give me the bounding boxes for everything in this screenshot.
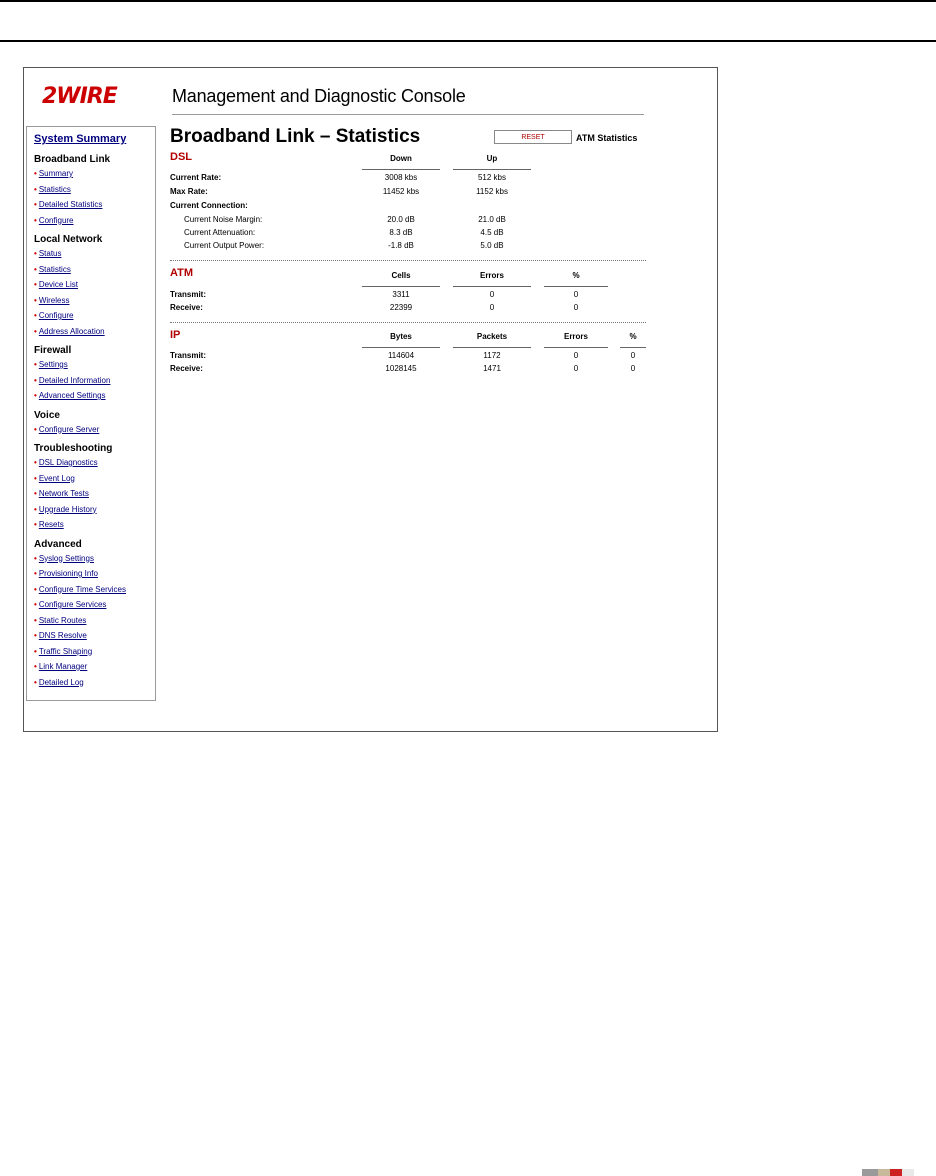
- dsl-col-up: Up: [486, 154, 498, 163]
- dsl-output-power-down: -1.8 dB: [388, 241, 414, 250]
- footer-color-bar: [862, 1169, 914, 1176]
- dsl-current-rate-label: Current Rate:: [170, 173, 222, 182]
- sidebar-item-label[interactable]: DSL Diagnostics: [38, 458, 98, 467]
- atm-pct-rule: [544, 286, 608, 287]
- bullet-icon: •: [34, 169, 37, 178]
- dsl-max-rate-down: 11452 kbs: [382, 187, 420, 196]
- bullet-icon: •: [34, 264, 37, 274]
- sidebar-item-label[interactable]: Detailed Statistics: [38, 200, 103, 209]
- sidebar-item-event-log[interactable]: [34, 474, 75, 483]
- ip-col-bytes: Bytes: [390, 332, 412, 341]
- ip-receive-label: Receive:: [170, 364, 203, 373]
- sidebar-item-detailed-log[interactable]: [34, 678, 84, 687]
- atm-errors-rule: [453, 286, 531, 287]
- atm-transmit-cells: 3311: [392, 290, 410, 299]
- ip-bytes-rule: [362, 347, 440, 348]
- sidebar-item-label[interactable]: Address Allocation: [38, 326, 105, 336]
- reset-button[interactable]: RESET: [494, 130, 572, 144]
- bullet-icon: •: [34, 200, 37, 209]
- ip-pct-rule: [620, 347, 646, 348]
- bullet-icon: •: [34, 677, 37, 687]
- console-frame: [23, 67, 718, 732]
- sidebar-item-statistics[interactable]: [34, 185, 71, 194]
- bullet-icon: •: [34, 375, 37, 385]
- sidebar-item-static-routes[interactable]: [34, 616, 86, 625]
- sidebar-item-traffic-shaping[interactable]: [34, 647, 92, 656]
- sidebar-item-configure-time-services[interactable]: [34, 585, 126, 594]
- sidebar-item-provisioning-info[interactable]: [34, 569, 98, 578]
- 2wire-logo-icon: [42, 84, 142, 106]
- sidebar-item-configure[interactable]: [34, 216, 74, 225]
- dsl-attenuation-label: Current Attenuation:: [184, 228, 256, 237]
- dsl-current-connection-label: Current Connection:: [170, 201, 248, 210]
- sidebar-item-link-manager[interactable]: [34, 662, 87, 671]
- ip-transmit-packets: 1172: [483, 351, 501, 360]
- bullet-icon: •: [34, 424, 37, 434]
- sidebar-item-label[interactable]: Status: [38, 249, 62, 258]
- sidebar-nav: [26, 126, 156, 701]
- bullet-icon: •: [34, 646, 37, 656]
- dsl-output-power-up: 5.0 dB: [480, 241, 504, 250]
- sidebar-item-statistics[interactable]: [34, 265, 71, 274]
- sidebar-section-title: Broadband Link: [34, 154, 111, 165]
- ip-transmit-pct: 0: [630, 351, 636, 360]
- header-rule: [0, 40, 936, 42]
- sidebar-item-label[interactable]: Configure Services: [38, 600, 107, 609]
- sidebar-item-settings[interactable]: [34, 360, 68, 369]
- bullet-icon: •: [34, 600, 37, 609]
- sidebar-item-label[interactable]: Resets: [38, 520, 64, 529]
- bullet-icon: •: [34, 326, 37, 336]
- dsl-up-rule: [453, 169, 531, 170]
- dsl-current-rate-down: 3008 kbs: [384, 173, 418, 182]
- sidebar-item-summary[interactable]: [34, 169, 73, 178]
- bullet-icon: •: [34, 569, 37, 578]
- dsl-max-rate-up: 1152 kbs: [476, 187, 508, 196]
- sidebar-section-title: Firewall: [34, 345, 72, 356]
- atm-cells-rule: [362, 286, 440, 287]
- sidebar-item-address-allocation[interactable]: [34, 327, 105, 336]
- sidebar-item-configure[interactable]: [34, 311, 74, 320]
- bullet-icon: •: [34, 360, 37, 369]
- dsl-attenuation-up: 4.5 dB: [480, 228, 504, 237]
- bullet-icon: •: [34, 391, 37, 400]
- atm-transmit-errors: 0: [489, 290, 495, 299]
- dsl-noise-margin-label: Current Noise Margin:: [184, 215, 263, 224]
- ip-transmit-label: Transmit:: [170, 351, 207, 360]
- ip-receive-errors: 0: [573, 364, 579, 373]
- sidebar-item-device-list[interactable]: [34, 280, 78, 289]
- sidebar-item-label[interactable]: Statistics: [38, 264, 71, 274]
- atm-statistics-link[interactable]: ATM Statistics: [576, 133, 638, 143]
- sidebar-item-label[interactable]: Syslog Settings: [38, 553, 94, 563]
- ip-transmit-errors: 0: [573, 351, 579, 360]
- bullet-icon: •: [34, 520, 37, 529]
- atm-transmit-label: Transmit:: [170, 290, 207, 299]
- ip-col-errors: Errors: [563, 332, 588, 341]
- bullet-icon: •: [34, 615, 37, 625]
- bullet-icon: •: [34, 215, 37, 225]
- sidebar-item-label[interactable]: Configure Server: [38, 424, 100, 434]
- dsl-noise-margin-up: 21.0 dB: [478, 215, 506, 224]
- section-divider: [170, 260, 646, 261]
- atm-transmit-pct: 0: [573, 290, 579, 299]
- sidebar-item-syslog-settings[interactable]: [34, 554, 94, 563]
- sidebar-item-label[interactable]: Detailed Information: [38, 375, 111, 385]
- sidebar-item-detailed-statistics[interactable]: [34, 200, 102, 209]
- bullet-icon: •: [34, 473, 37, 483]
- sidebar-item-label[interactable]: Event Log: [38, 473, 75, 483]
- dsl-max-rate-label: Max Rate:: [170, 187, 208, 196]
- atm-col-cells: Cells: [391, 271, 411, 280]
- dsl-col-down: Down: [390, 154, 412, 163]
- ip-receive-bytes: 1028145: [385, 364, 417, 373]
- sidebar-item-dsl-diagnostics[interactable]: [34, 458, 98, 467]
- page-title: Broadband Link – Statistics: [170, 126, 421, 147]
- sidebar-item-label[interactable]: Provisioning Info: [38, 569, 98, 578]
- sidebar-item-label[interactable]: Summary: [38, 169, 74, 178]
- bullet-icon: •: [34, 584, 37, 594]
- sidebar-item-label[interactable]: Configure: [38, 311, 74, 320]
- sidebar-item-label[interactable]: Network Tests: [38, 489, 89, 498]
- bullet-icon: •: [34, 504, 37, 514]
- bullet-icon: •: [34, 295, 37, 305]
- sidebar-section-title: Troubleshooting: [34, 443, 113, 454]
- dsl-heading: DSL: [170, 151, 192, 163]
- sidebar-item-configure-services[interactable]: [34, 600, 106, 609]
- sidebar-item-label[interactable]: Device List: [38, 280, 78, 289]
- dsl-current-rate-up: 512 kbs: [477, 173, 507, 182]
- sidebar-item-dns-resolve[interactable]: [34, 631, 87, 640]
- sidebar-item-network-tests[interactable]: [34, 489, 89, 498]
- sidebar-item-status[interactable]: [34, 249, 62, 258]
- ip-packets-rule: [453, 347, 531, 348]
- sidebar-item-wireless[interactable]: [34, 296, 69, 305]
- sidebar-item-advanced-settings[interactable]: [34, 391, 106, 400]
- sidebar-item-label[interactable]: Upgrade History: [38, 504, 97, 514]
- main-content: [170, 126, 646, 386]
- sidebar-section-title: Voice: [34, 409, 60, 421]
- sidebar-section-title: Advanced: [34, 538, 82, 550]
- dsl-output-power-label: Current Output Power:: [184, 241, 265, 250]
- sidebar-item-label[interactable]: Detailed Log: [38, 677, 84, 687]
- bullet-icon: •: [34, 631, 37, 640]
- atm-col-pct: %: [572, 271, 580, 280]
- sidebar-item-label[interactable]: Configure: [38, 215, 74, 225]
- atm-col-errors: Errors: [479, 271, 504, 280]
- bullet-icon: •: [34, 458, 37, 467]
- sidebar-item-label[interactable]: Settings: [38, 360, 68, 369]
- dsl-attenuation-down: 8.3 dB: [389, 228, 413, 237]
- dsl-noise-margin-down: 20.0 dB: [387, 215, 415, 224]
- atm-receive-label: Receive:: [170, 303, 203, 312]
- sidebar-item-detailed-information[interactable]: [34, 376, 110, 385]
- ip-heading: IP: [170, 329, 181, 341]
- ip-errors-rule: [544, 347, 608, 348]
- sidebar-item-label[interactable]: Statistics: [38, 184, 71, 194]
- sidebar-item-label[interactable]: DNS Resolve: [38, 631, 87, 640]
- ip-col-pct: %: [629, 332, 637, 341]
- bullet-icon: •: [34, 553, 37, 563]
- sidebar-item-label[interactable]: Configure Time Services: [38, 584, 126, 594]
- sidebar-item-upgrade-history[interactable]: [34, 505, 97, 514]
- svg-text:2WIRE: 2WIRE: [42, 84, 117, 106]
- atm-receive-pct: 0: [573, 303, 579, 312]
- section-divider: [170, 322, 646, 323]
- ip-col-packets: Packets: [476, 332, 508, 341]
- bullet-icon: •: [34, 249, 37, 258]
- sidebar-section-title: Local Network: [34, 234, 103, 245]
- sidebar-item-label[interactable]: Wireless: [38, 295, 70, 305]
- sidebar-system-summary-link[interactable]: System Summary: [34, 133, 127, 145]
- console-title: Management and Diagnostic Console: [172, 86, 466, 106]
- ip-transmit-bytes: 114604: [387, 351, 415, 360]
- ip-receive-pct: 0: [630, 364, 636, 373]
- sidebar-item-label[interactable]: Advanced Settings: [38, 391, 106, 400]
- header-divider: [172, 114, 644, 115]
- bullet-icon: •: [34, 662, 37, 671]
- bullet-icon: •: [34, 311, 37, 320]
- sidebar-item-label[interactable]: Static Routes: [38, 615, 87, 625]
- atm-heading: ATM: [170, 267, 194, 279]
- atm-receive-cells: 22399: [389, 303, 413, 312]
- dsl-down-rule: [362, 169, 440, 170]
- sidebar-item-configure-server[interactable]: [34, 425, 99, 434]
- sidebar-item-label[interactable]: Link Manager: [38, 662, 88, 671]
- sidebar-item-label[interactable]: Traffic Shaping: [38, 646, 93, 656]
- atm-receive-errors: 0: [489, 303, 495, 312]
- bullet-icon: •: [34, 489, 37, 498]
- ip-receive-packets: 1471: [483, 364, 501, 373]
- top-rule: [0, 0, 936, 2]
- bullet-icon: •: [34, 280, 37, 289]
- sidebar-item-resets[interactable]: [34, 520, 64, 529]
- bullet-icon: •: [34, 184, 37, 194]
